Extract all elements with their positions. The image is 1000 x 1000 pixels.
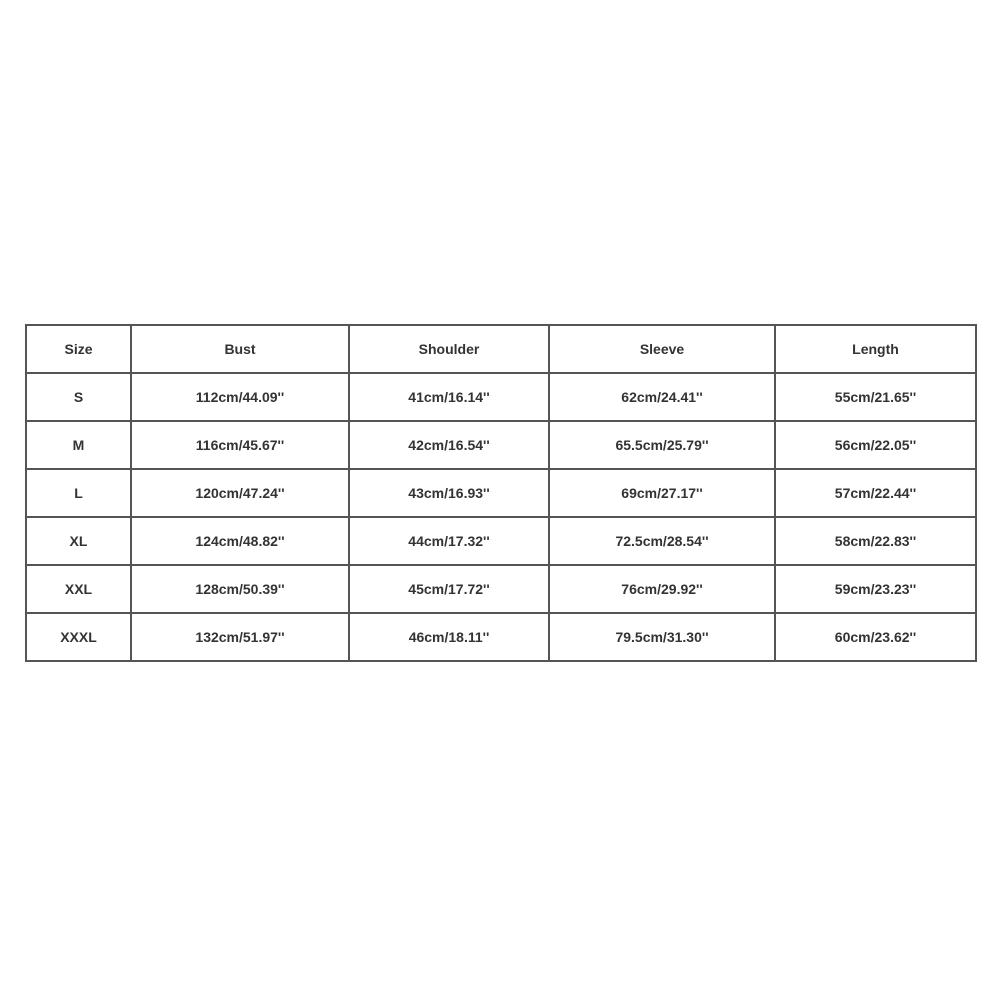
cell-size: S xyxy=(26,373,131,421)
cell-bust: 116cm/45.67'' xyxy=(131,421,349,469)
cell-length: 55cm/21.65'' xyxy=(775,373,976,421)
cell-size: M xyxy=(26,421,131,469)
table-row xyxy=(26,565,976,613)
cell-length: 56cm/22.05'' xyxy=(775,421,976,469)
cell-bust: 132cm/51.97'' xyxy=(131,613,349,661)
cell-length: 59cm/23.23'' xyxy=(775,565,976,613)
cell-sleeve: 62cm/24.41'' xyxy=(549,373,775,421)
cell-size: XXL xyxy=(26,565,131,613)
cell-sleeve: 65.5cm/25.79'' xyxy=(549,421,775,469)
header-row xyxy=(26,325,976,373)
cell-size: XXXL xyxy=(26,613,131,661)
cell-bust: 128cm/50.39'' xyxy=(131,565,349,613)
table-row xyxy=(26,613,976,661)
table-row xyxy=(26,373,976,421)
cell-sleeve: 69cm/27.17'' xyxy=(549,469,775,517)
table-row xyxy=(26,517,976,565)
header-size: Size xyxy=(26,325,131,373)
cell-bust: 112cm/44.09'' xyxy=(131,373,349,421)
header-shoulder: Shoulder xyxy=(349,325,549,373)
size-chart-table xyxy=(25,324,977,662)
cell-sleeve: 79.5cm/31.30'' xyxy=(549,613,775,661)
cell-length: 57cm/22.44'' xyxy=(775,469,976,517)
cell-shoulder: 45cm/17.72'' xyxy=(349,565,549,613)
cell-shoulder: 46cm/18.11'' xyxy=(349,613,549,661)
cell-bust: 120cm/47.24'' xyxy=(131,469,349,517)
cell-shoulder: 43cm/16.93'' xyxy=(349,469,549,517)
cell-length: 58cm/22.83'' xyxy=(775,517,976,565)
cell-length: 60cm/23.62'' xyxy=(775,613,976,661)
header-length: Length xyxy=(775,325,976,373)
cell-shoulder: 42cm/16.54'' xyxy=(349,421,549,469)
cell-bust: 124cm/48.82'' xyxy=(131,517,349,565)
cell-size: L xyxy=(26,469,131,517)
cell-shoulder: 41cm/16.14'' xyxy=(349,373,549,421)
table-header xyxy=(26,325,976,373)
header-sleeve: Sleeve xyxy=(549,325,775,373)
cell-sleeve: 76cm/29.92'' xyxy=(549,565,775,613)
header-bust: Bust xyxy=(131,325,349,373)
table-body xyxy=(26,373,976,661)
cell-shoulder: 44cm/17.32'' xyxy=(349,517,549,565)
cell-sleeve: 72.5cm/28.54'' xyxy=(549,517,775,565)
cell-size: XL xyxy=(26,517,131,565)
table-row xyxy=(26,469,976,517)
table-row xyxy=(26,421,976,469)
